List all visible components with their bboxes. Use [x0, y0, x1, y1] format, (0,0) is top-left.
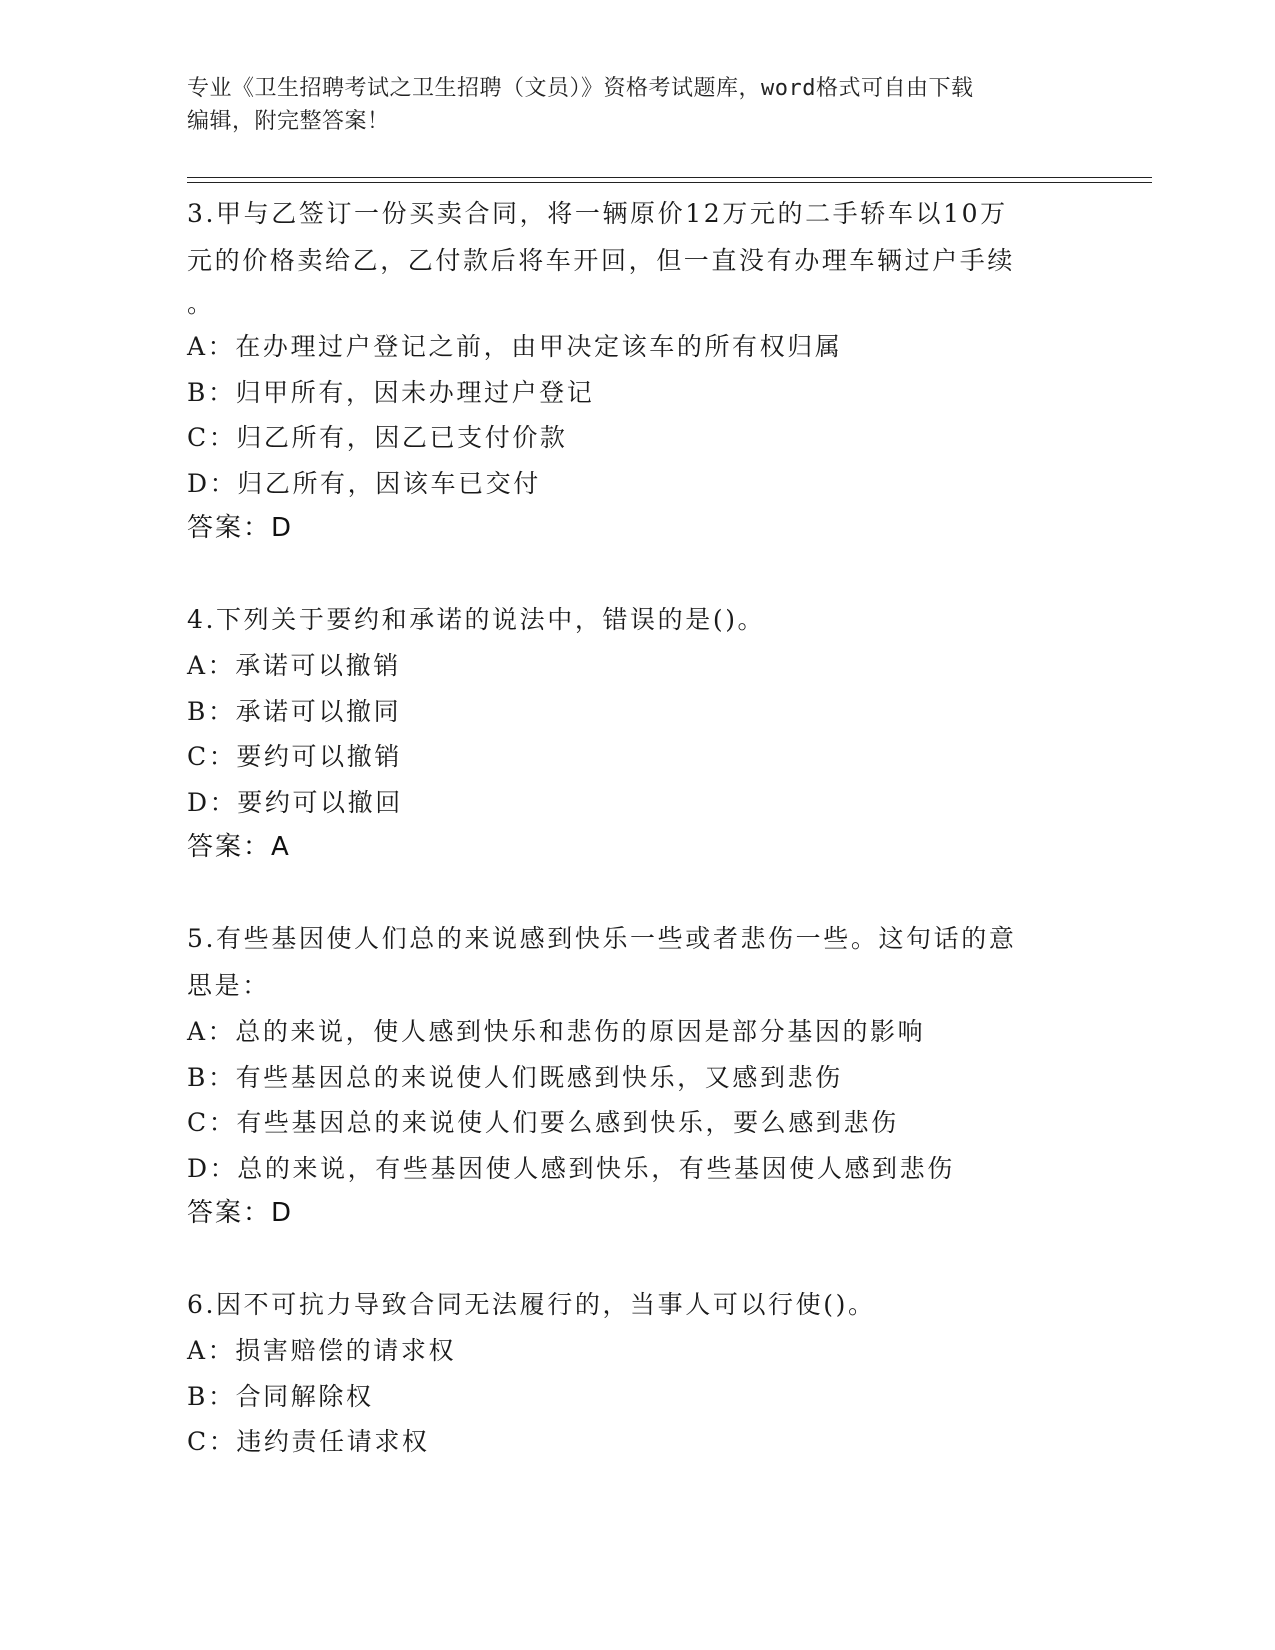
- question-list: [187, 190, 1087, 1511]
- question-3: [187, 190, 1087, 550]
- question-stem-line: 元的价格卖给乙，乙付款后将车开回，但一直没有办理车辆过户手续: [187, 246, 1016, 275]
- question-stem-line: 3.甲与乙签订一份买卖合同，将一辆原价12万元的二手轿车以10万: [187, 199, 1008, 228]
- document-header: [187, 72, 1077, 138]
- question-stem-line: 5.有些基因使人们总的来说感到快乐一些或者悲伤一些。这句话的意: [187, 924, 1017, 953]
- answer: 答案：D: [187, 1198, 294, 1228]
- option-d: D：总的来说，有些基因使人感到快乐，有些基因使人感到悲伤: [187, 1153, 955, 1183]
- question-stem-line: 4.下列关于要约和承诺的说法中，错误的是()。: [187, 605, 766, 634]
- option-d: D：要约可以撤回: [187, 787, 403, 817]
- question-6: [187, 1281, 1087, 1465]
- header-divider-top: [187, 177, 1152, 178]
- option-b: B：有些基因总的来说使人们既感到快乐，又感到悲伤: [187, 1062, 843, 1092]
- option-c: C：归乙所有，因乙已支付价款: [187, 423, 568, 452]
- option-a: A：损害赔偿的请求权: [187, 1336, 457, 1365]
- header-divider-bottom: [187, 182, 1152, 183]
- option-a: A：承诺可以撤销: [187, 651, 401, 680]
- answer: 答案：A: [187, 832, 291, 862]
- question-stem-line: 。: [187, 289, 213, 318]
- question-4: [187, 596, 1087, 869]
- option-c: C：违约责任请求权: [187, 1427, 430, 1456]
- option-b: B：归甲所有，因未办理过户登记: [187, 377, 595, 407]
- option-b: B：合同解除权: [187, 1381, 374, 1411]
- option-c: C：要约可以撤销: [187, 742, 402, 771]
- option-b: B：承诺可以撤同: [187, 696, 402, 726]
- question-stem-line: 思是：: [187, 971, 270, 1000]
- question-5: [187, 915, 1087, 1235]
- header-line-1: 专业《卫生招聘考试之卫生招聘（文员）》资格考试题库，word格式可自由下载: [187, 76, 974, 101]
- option-a: A：在办理过户登记之前，由甲决定该车的所有权归属: [187, 332, 843, 361]
- option-d: D：归乙所有，因该车已交付: [187, 468, 541, 498]
- answer: 答案：D: [187, 513, 294, 543]
- question-stem-line: 6.因不可抗力导致合同无法履行的，当事人可以行使()。: [187, 1290, 876, 1319]
- header-line-2: 编辑，附完整答案！: [187, 109, 390, 134]
- option-c: C：有些基因总的来说使人们要么感到快乐，要么感到悲伤: [187, 1108, 899, 1137]
- option-a: A：总的来说，使人感到快乐和悲伤的原因是部分基因的影响: [187, 1017, 926, 1046]
